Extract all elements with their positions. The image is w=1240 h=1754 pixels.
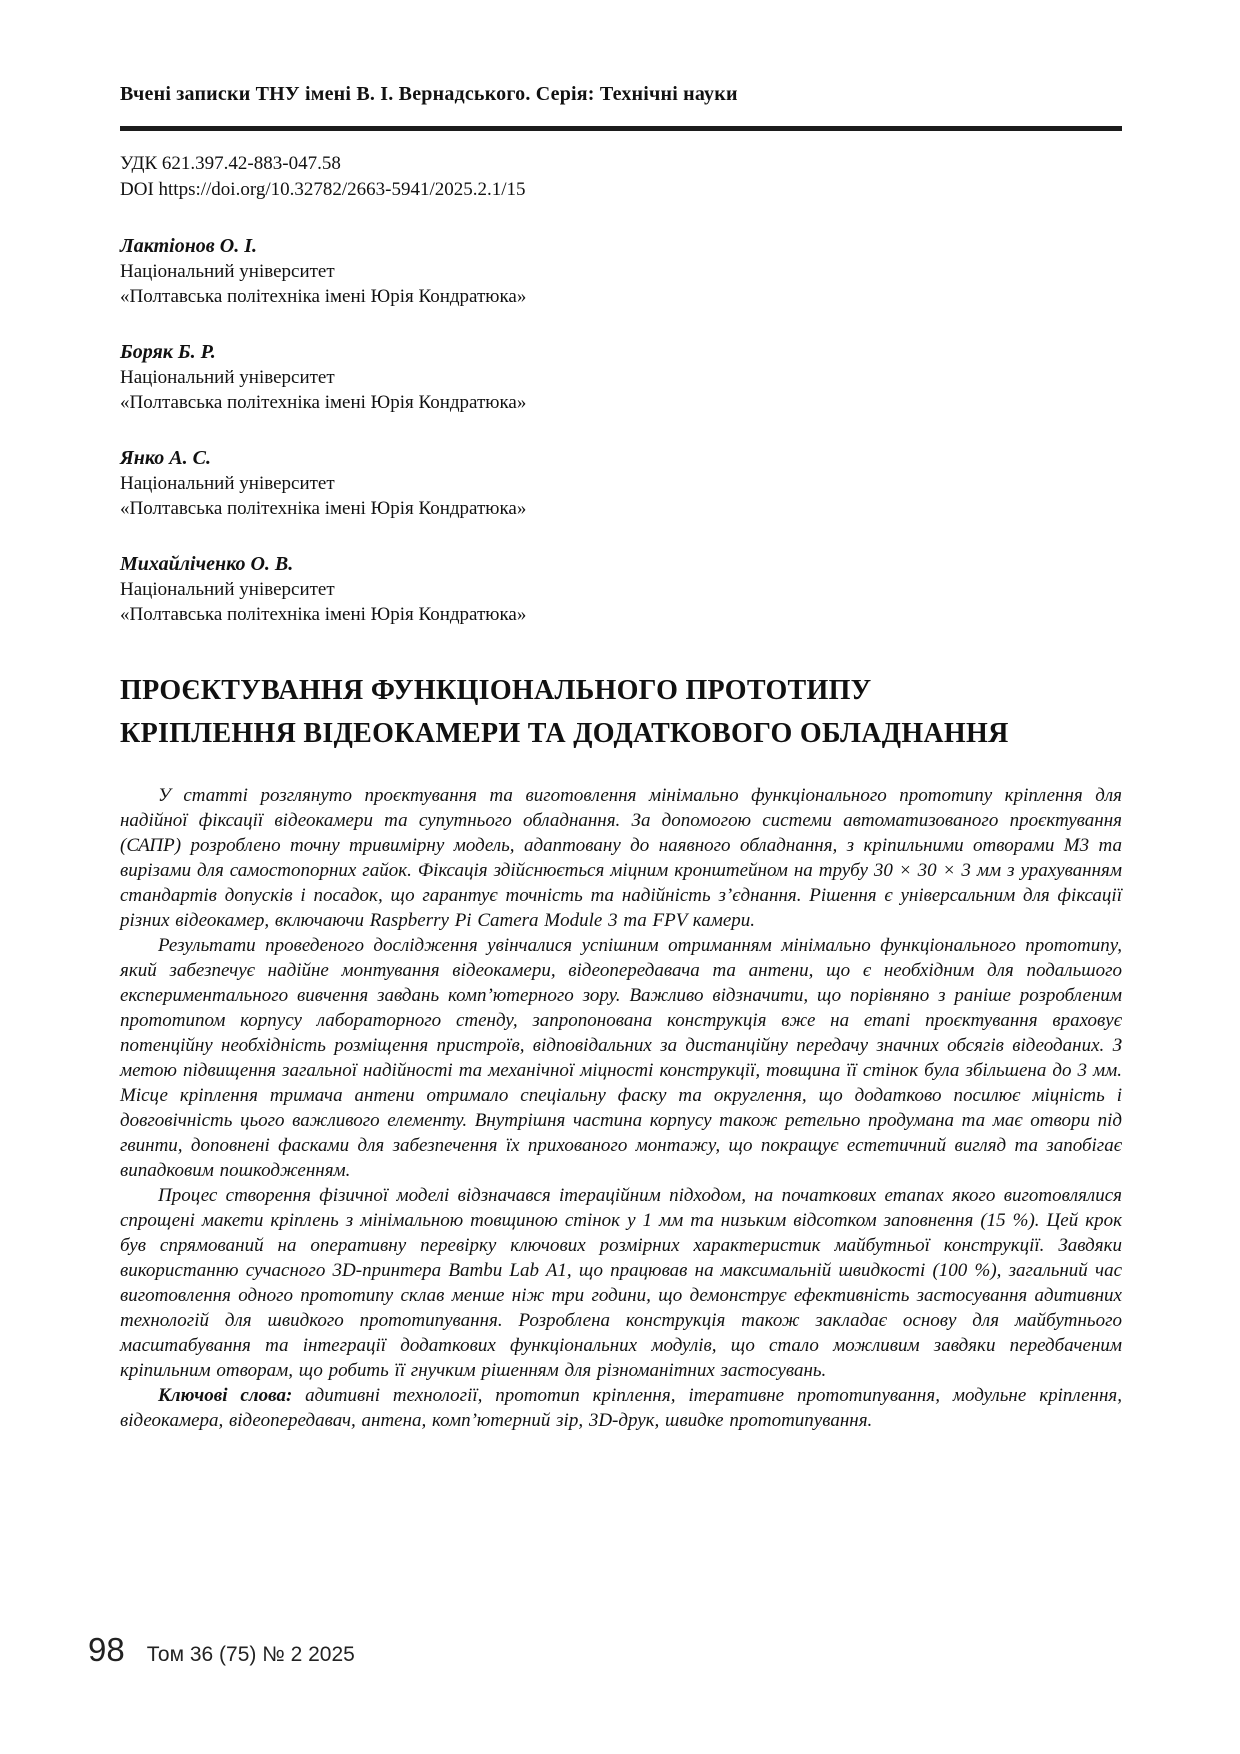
abstract-paragraph-2: Результати проведеного дослідження увінчалися успішним отриманням мінімально функціонального прототипу, який забезпечує надійне монтування відеокамери, відеопередавача та антени, що є необхідним для подальшого експериментального вивчення завдань комп’ютерного зору. Важливо відзначити, що порівняно з раніше розробленим прототипом корпусу лабораторного стенду, запропонована конструкція вже на етапі проєктування враховує потенційну необхідність розміщення пристроїв, відповідальних за дистанційну передачу значних обсягів відеоданих. З метою підвищення загальної надійності та механічної міцності конструкції, товщина її стінок була збільшена до 3 мм. Місце кріплення тримача антени отримало спеціальну фаску та округлення, що додатково посилює міцність і довговічність цього важливого елементу. Внутрішня частина корпусу також ретельно продумана та має отвори під гвинти, доповнені фасками для забезпечення їх прихованого монтажу, що покращує естетичний вигляд та запобігає випадковим пошкодженням. [120,935,1122,1181]
page-number: 98 [88,1631,125,1668]
page-footer [88,1632,355,1668]
author-name: Лактіонов О. І. [120,235,257,257]
keywords-paragraph [120,1383,1122,1433]
abstract-paragraph-3: Процес створення фізичної моделі відзначався ітераційним підходом, на початкових етапах якого виготовлялися спрощені макети кріплень з мінімальною товщиною стінок у 1 мм та низьким відсотком заповнення (15 %). Цей крок був спрямований на оперативну перевірку ключових розмірних характеристик майбутньої конструкції. Завдяки використанню сучасного 3D-принтера Bambu Lab A1, що працював на максимальній швидкості (100 %), загальний час виготовлення одного прототипу склав менше ніж три години, що демонструє ефективність застосування адитивних технологій для швидкого прототипування. Розроблена конструкція також закладає основу для майбутнього масштабування та інтеграції додаткових функціональних модулів, що стало можливим завдяки передбаченим кріпильним отворам, що робить її гнучким рішенням для різноманітних застосувань. [120,1185,1122,1381]
article-title [120,669,1122,755]
journal-header: Вчені записки ТНУ імені В. І. Вернадського. Серія: Технічні науки [120,83,738,105]
doi-line: DOI https://doi.org/10.32782/2663-5941/2025.2.1/15 [120,179,526,200]
author-name: Янко А. С. [120,447,211,469]
author-block [120,446,1122,521]
author-block [120,234,1122,309]
article-meta [120,151,1122,203]
abstract-paragraph-1: У статті розглянуто проєктування та виготовлення мінімально функціонального прототипу кріплення для надійної фіксації відеокамери та супутнього обладнання. За допомогою системи автоматизованого проєктування (САПР) розроблено точну тривимірну модель, адаптовану до наявного обладнання, з кріпильними отворами М3 та вирізами для самостопорних гайок. Фіксація здійснюється міцним кронштейном на трубу 30 × 30 × 3 мм з урахуванням стандартів допусків і посадок, що гарантує точність та надійність з’єднання. Рішення є універсальним для фіксації різних відеокамер, включаючи Raspberry Pi Camera Module 3 та FPV камери. [120,785,1122,931]
author-affiliation-line: Національний університет [120,473,335,494]
author-affiliation-line: Національний університет [120,261,335,282]
header-rule [120,126,1122,131]
volume-issue-info: Том 36 (75) № 2 2025 [146,1643,355,1666]
author-name: Боряк Б. Р. [120,341,216,363]
author-affiliation-line: «Полтавська політехніка імені Юрія Кондратюка» [120,498,527,519]
author-block [120,340,1122,415]
author-affiliation-line: «Полтавська політехніка імені Юрія Кондратюка» [120,392,527,413]
author-affiliation-line: «Полтавська політехніка імені Юрія Кондратюка» [120,604,527,625]
keywords-label: Ключові слова: [158,1385,293,1406]
udk-code: УДК 621.397.42-883-047.58 [120,153,341,174]
author-affiliation-line: Національний університет [120,579,335,600]
author-name: Михайліченко О. В. [120,553,294,575]
author-block [120,552,1122,627]
article-title-line2: КРІПЛЕННЯ ВІДЕОКАМЕРИ ТА ДОДАТКОВОГО ОБЛАДНАННЯ [120,718,1009,749]
abstract [120,783,1122,1433]
author-affiliation-line: «Полтавська політехніка імені Юрія Кондратюка» [120,286,527,307]
article-title-line1: ПРОЄКТУВАННЯ ФУНКЦІОНАЛЬНОГО ПРОТОТИПУ [120,675,872,706]
keywords-text: адитивні технології, прототип кріплення, ітеративне прототипування, модульне кріплення, відеокамера, відеопередавач, антена, комп’ютерний зір, 3D-друк, швидке прототипування. [120,1385,1122,1431]
author-affiliation-line: Національний університет [120,367,335,388]
